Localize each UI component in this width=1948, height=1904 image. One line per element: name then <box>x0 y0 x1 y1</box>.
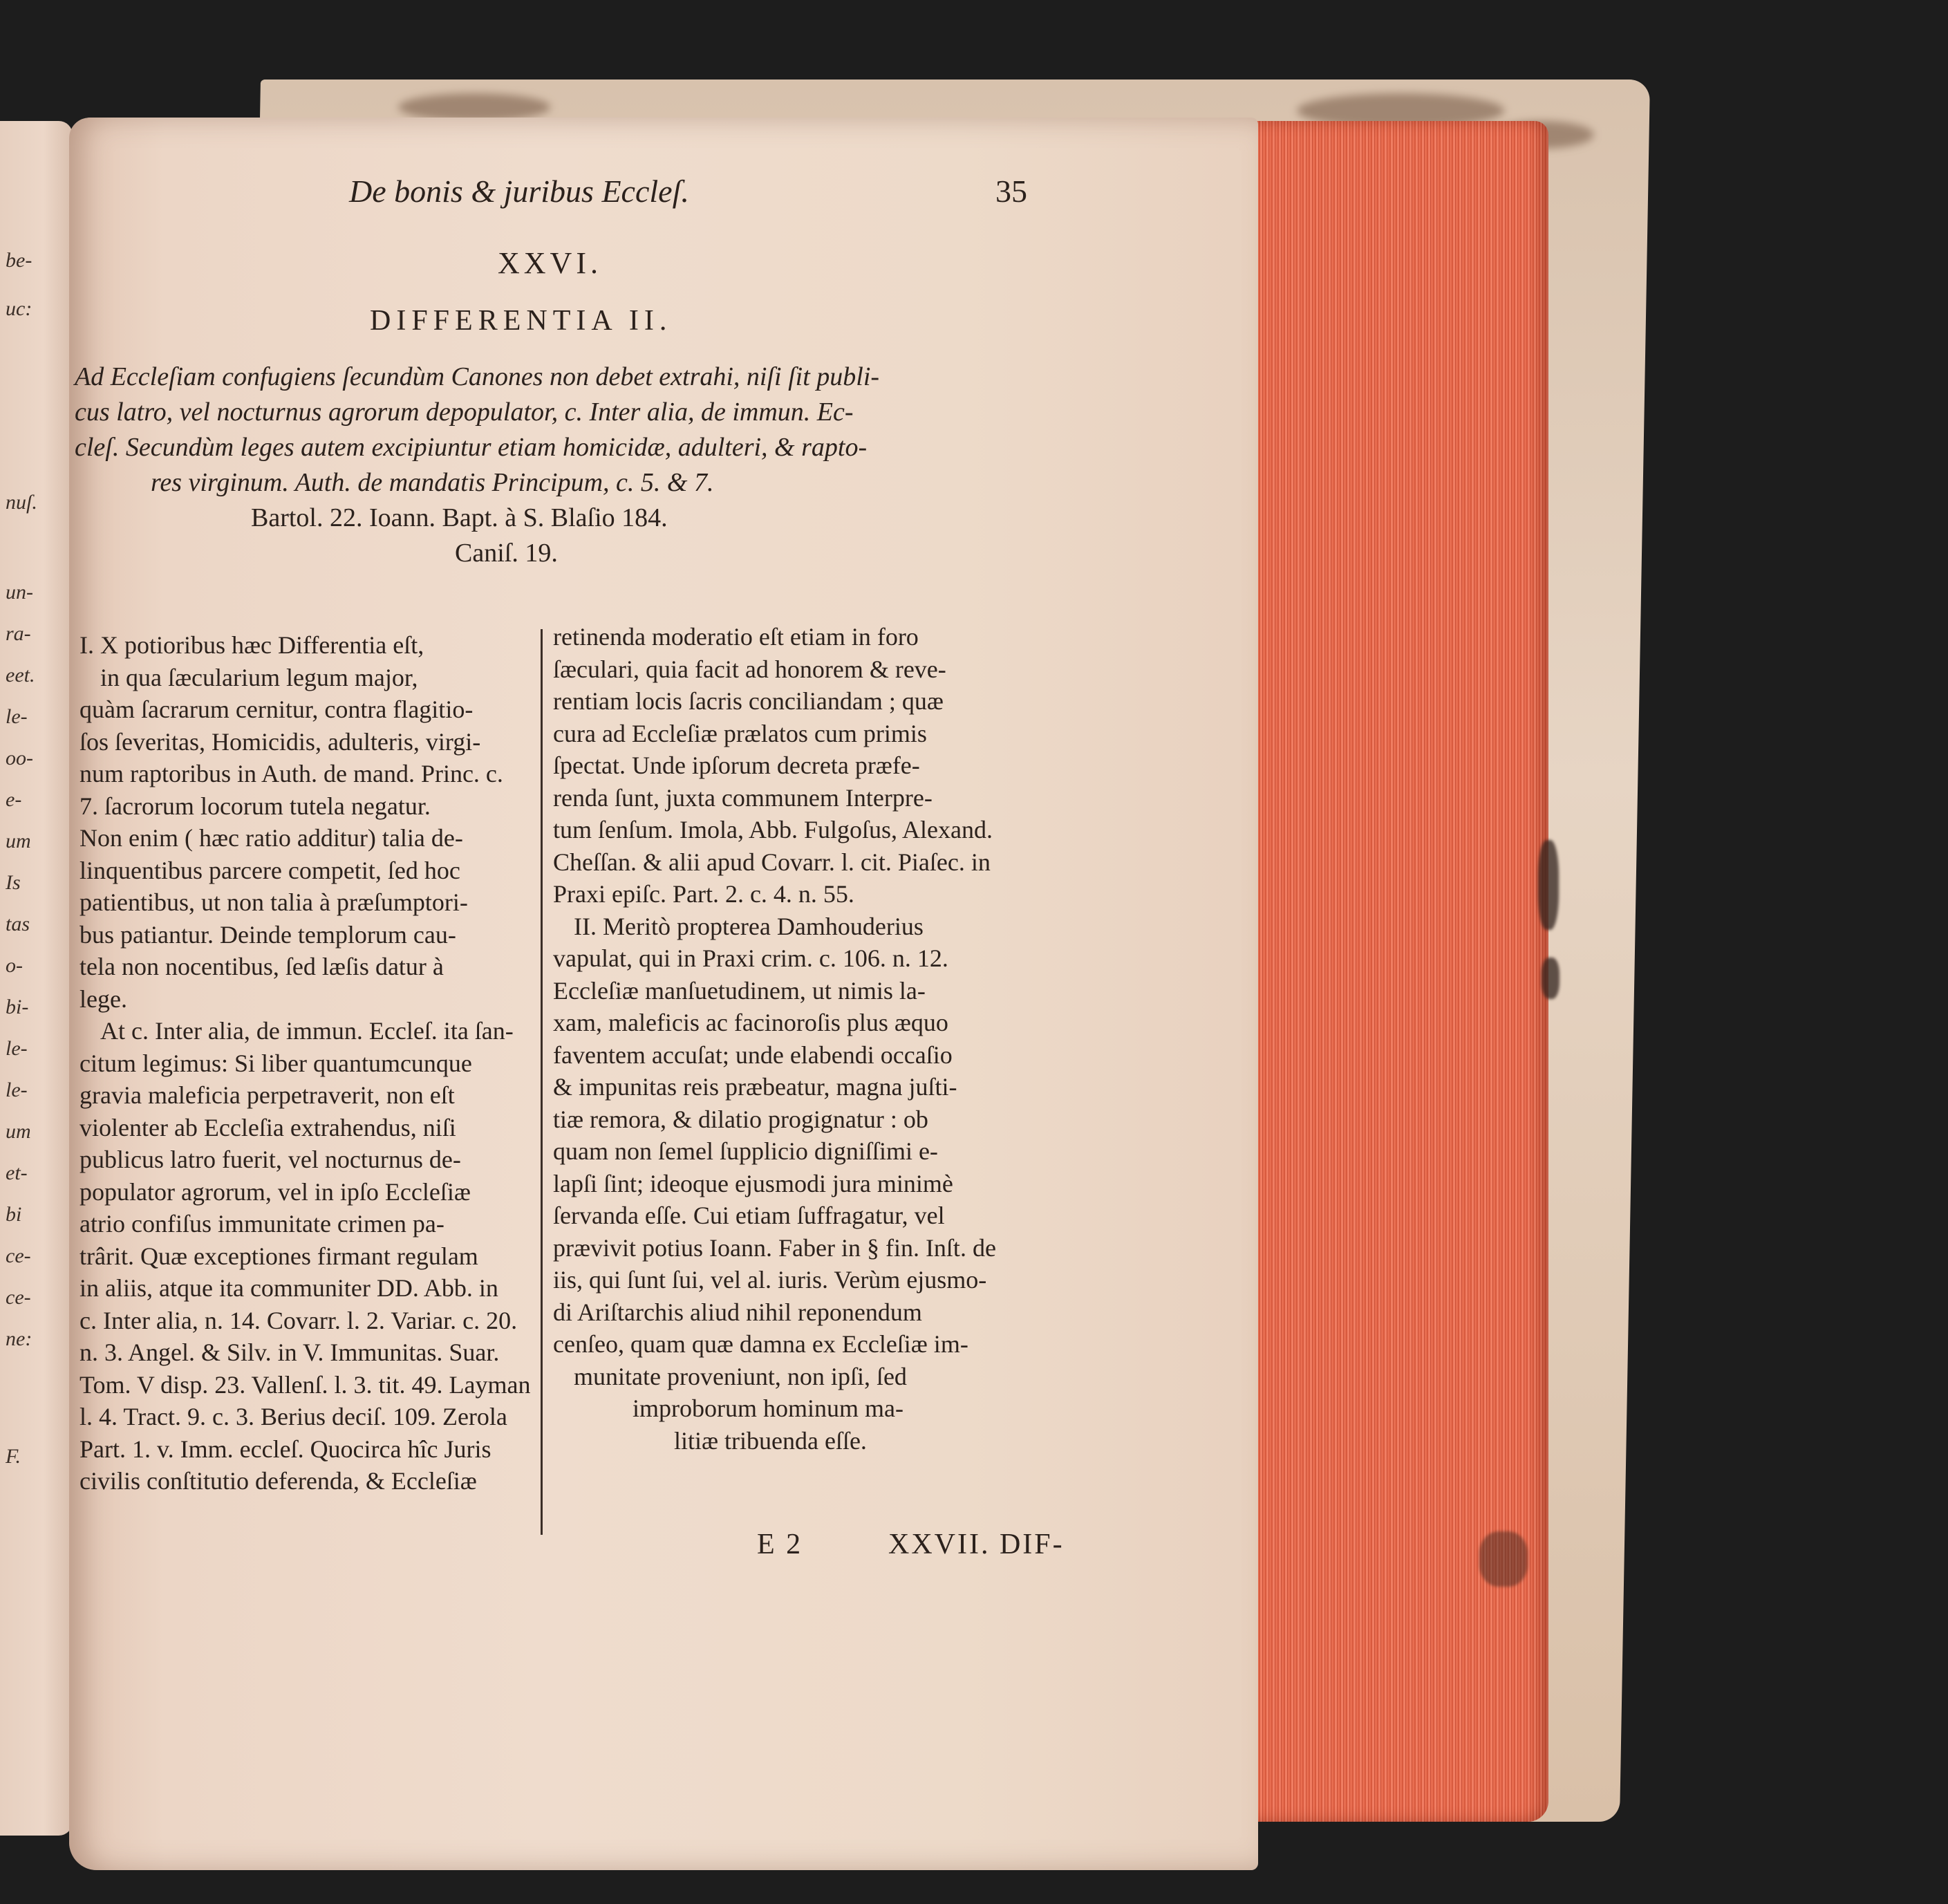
text-line: in aliis, atque ita communiter DD. Abb. in <box>79 1274 498 1302</box>
text-line: Non enim ( hæc ratio additur) talia de- <box>79 824 463 852</box>
previous-page-fragment: bi <box>6 1203 22 1226</box>
text-line: num raptoribus in Auth. de mand. Princ. c. <box>79 760 503 787</box>
column-rule <box>541 629 543 1535</box>
summary-line: cus latro, vel nocturnus agrorum depopulator, c. Inter alia, de immun. Ec- <box>75 398 854 427</box>
text-line: ſæculari, quia facit ad honorem & reve- <box>553 655 946 683</box>
text-line: quam non ſemel ſupplicio digniſſimi e- <box>553 1137 938 1165</box>
text-line: Praxi epiſc. Part. 2. c. 4. n. 55. <box>553 880 854 908</box>
previous-page-fragment: be- <box>6 249 32 272</box>
previous-page-fragment: o- <box>6 954 23 977</box>
text-line: trârit. Quæ exceptiones firmant regulam <box>79 1242 478 1270</box>
previous-page-fragment: uc: <box>6 297 32 320</box>
previous-page-fragment: le- <box>6 705 28 728</box>
signature-mark: E 2 <box>757 1529 803 1560</box>
text-line: l. 4. Tract. 9. c. 3. Berius deciſ. 109. Zerola <box>79 1403 507 1430</box>
folio: 35 <box>995 174 1027 209</box>
text-line: tum ſenſum. Imola, Abb. Fulgoſus, Alexand. <box>553 816 993 843</box>
previous-page-fragment: bi- <box>6 996 29 1018</box>
text-line: & impunitas reis præbeatur, magna juſti- <box>553 1073 957 1101</box>
text-line: c. Inter alia, n. 14. Covarr. l. 2. Variar. c. 20. <box>79 1306 518 1334</box>
differentia-title: DIFFERENTIA II. <box>370 305 673 337</box>
text-line: I. X potioribus hæc Differentia eſt, <box>79 631 424 659</box>
text-line: cura ad Eccleſiæ prælatos cum primis <box>553 719 927 747</box>
text-line: patientibus, ut non talia à præſumptori- <box>79 888 468 916</box>
text-line: 7. ſacrorum locorum tutela negatur. <box>79 792 431 820</box>
section-number: XXVI. <box>498 246 602 280</box>
text-line: improborum hominum ma- <box>633 1394 903 1422</box>
previous-page-fragment: oo- <box>6 747 33 769</box>
text-line: vapulat, qui in Praxi crim. c. 106. n. 12. <box>553 944 948 972</box>
text-line: Eccleſiæ manſuetudinem, ut nimis la- <box>553 976 926 1005</box>
text-line: Cheſſan. & alii apud Covarr. l. cit. Piaſec. in <box>553 848 991 876</box>
text-line: violenter ab Eccleſia extrahendus, niſi <box>79 1113 456 1141</box>
summary-line: Bartol. 22. Ioann. Bapt. à S. Blaſio 184. <box>251 503 668 532</box>
text-line: n. 3. Angel. & Silv. in V. Immunitas. Suar. <box>79 1338 500 1366</box>
previous-page-fragment: nuſ. <box>6 491 37 514</box>
text-line: lapſi ſint; ideoque ejusmodi jura minimè <box>553 1169 953 1197</box>
text-line: At c. Inter alia, de immun. Eccleſ. ita ſan- <box>100 1017 514 1045</box>
text-line: lege. <box>79 984 127 1013</box>
previous-page-fragment: F. <box>6 1445 21 1468</box>
text-line: Part. 1. v. Imm. eccleſ. Quocirca hîc Juris <box>79 1435 491 1463</box>
text-line: Tom. V disp. 23. Vallenſ. l. 3. tit. 49. Layman <box>79 1370 531 1399</box>
text-line: ſos ſeveritas, Homicidis, adulteris, virgi- <box>79 727 481 756</box>
text-line: retinenda moderatio eſt etiam in foro <box>553 623 919 651</box>
text-line: quàm ſacrarum cernitur, contra flagitio- <box>79 696 474 723</box>
previous-page-fragment: ce- <box>6 1286 31 1309</box>
text-line: di Ariſtarchis aliud nihil reponendum <box>553 1298 922 1326</box>
summary <box>75 360 879 571</box>
left-column <box>79 629 530 1497</box>
catchword: XXVII. DIF- <box>888 1529 1065 1560</box>
text-line: xam, maleficis ac facinoroſis plus æquo <box>553 1009 948 1036</box>
previous-page-fragment: le- <box>6 1037 28 1060</box>
summary-line: Caniſ. 19. <box>455 539 558 568</box>
text-line: atrio confiſus immunitate crimen pa- <box>79 1210 444 1238</box>
previous-page-fragment: un- <box>6 581 33 604</box>
text-line: gravia maleficia perpetraverit, non eſt <box>79 1081 455 1109</box>
text-line: prævivit potius Ioann. Faber in § fin. Inſt. de <box>553 1233 996 1262</box>
previous-page-fragment: tas <box>6 913 30 935</box>
text-line: litiæ tribuenda eſſe. <box>674 1426 867 1455</box>
previous-page-fragment: le- <box>6 1079 28 1101</box>
text-line: cenſeo, quam quæ damna ex Eccleſiæ im- <box>553 1330 968 1358</box>
text-line: tiæ remora, & dilatio progignatur : ob <box>553 1105 928 1133</box>
previous-page-fragment: e- <box>6 788 22 811</box>
text-line: rentiam locis ſacris conciliandam ; quæ <box>553 687 944 715</box>
text-line: ſervanda eſſe. Cui etiam ſuffragatur, vel <box>553 1202 945 1229</box>
previous-page-fragment: eet. <box>6 664 35 687</box>
text-line: II. Meritò propterea Damhouderius <box>574 912 924 940</box>
summary-line: cleſ. Secundùm leges autem excipiuntur etiam homicidæ, adulteri, & rapto- <box>75 433 868 462</box>
right-column <box>553 621 996 1457</box>
summary-line: res virginum. Auth. de mandatis Principum, c. 5. & 7. <box>151 468 714 497</box>
text-line: bus patiantur. Deinde templorum cau- <box>79 920 456 949</box>
text-line: ſpectat. Unde ipſorum decreta præfe- <box>553 752 920 779</box>
summary-line: Ad Eccleſiam confugiens ſecundùm Canones non debet extrahi, niſi ſit publi- <box>75 362 880 391</box>
text-line: publicus latro fuerit, vel nocturnus de- <box>79 1146 461 1173</box>
previous-page-fragment: ra- <box>6 622 31 645</box>
text-line: civilis conſtitutio deferenda, & Eccleſiæ <box>79 1467 477 1495</box>
text-line: linquentibus parcere competit, ſed hoc <box>79 856 460 884</box>
text-line: in qua ſæcularium legum major, <box>100 663 418 691</box>
previous-page-fragment: um <box>6 830 31 852</box>
previous-page-fragment: ne: <box>6 1327 32 1350</box>
previous-page-fragment: ce- <box>6 1244 31 1267</box>
text-line: faventem accuſat; unde elabendi occaſio <box>553 1040 953 1069</box>
text-line: tela non nocentibus, ſed læſis datur à <box>79 953 444 980</box>
text-line: populator agrorum, vel in ipſo Eccleſiæ <box>79 1177 471 1206</box>
previous-page-fragment: et- <box>6 1161 28 1184</box>
text-line: renda ſunt, juxta communem Interpre- <box>553 783 933 812</box>
running-head: De bonis & juribus Eccleſ. <box>349 174 689 209</box>
previous-page-fragment: Is <box>6 871 21 894</box>
previous-page-fragment: um <box>6 1120 31 1143</box>
text-line: munitate proveniunt, non ipſi, ſed <box>574 1362 907 1390</box>
text-line: citum legimus: Si liber quantumcunque <box>79 1049 472 1077</box>
text-line: iis, qui ſunt ſui, vel al. iuris. Verùm ejusmo- <box>553 1266 987 1294</box>
